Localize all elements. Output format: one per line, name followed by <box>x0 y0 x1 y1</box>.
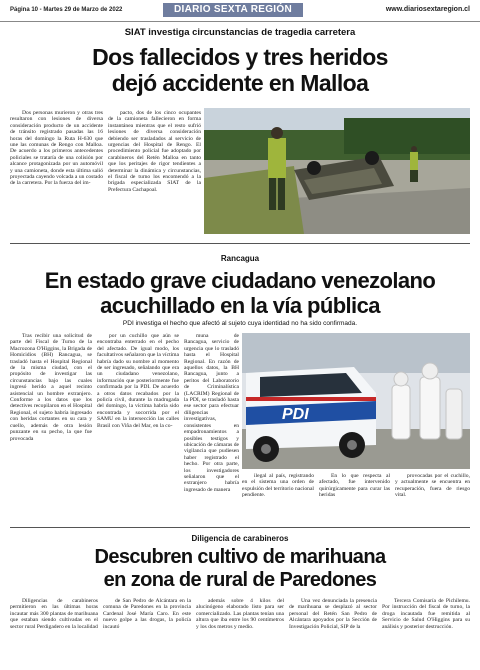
article3-column-1: Diligencias de carabineros permitieron en las últimas horas incautar más 300 plantas de marihuana que estaban siendo cultivadas en el sector rural Perdigadero en la localidad <box>10 598 98 630</box>
article2-column-4: ilegal al país, registrando en el sistema una orden de expulsión del territorio nacional pendiente. <box>242 473 314 499</box>
article3-headline-line2: en zona de rural de Paredones <box>103 569 377 591</box>
page-header <box>0 0 480 22</box>
article2-column-6: provocadas por el cuchillo, y actualmente se encuentra en recuperación, fuera de riesgo vital. <box>395 473 470 499</box>
accident-photo <box>204 108 470 234</box>
article2-column-1: Tras recibir una solicitud de parte del Fiscal de Turno de la Macrozona O'Higgins, la Brigada de Homicidios (BH) Rancagua, se trasladó hasta el Hospital Regional de la misma ciudad, con el propósito de investigar las circunstancias bajo las cuales ingresó herido a aquel recinto asistencial un hombre extranjero. Conforme a los datos que los detectives recopilaron en el Hospital Regional, el sujeto habría ingresado con heridas cortantes en su cara y cuello, además de otra lesión punzante en su pecho, la que fue provocada <box>10 333 92 442</box>
article1-kicker: SIAT investiga circunstancias de tragedia carretera <box>124 27 356 38</box>
article1-headline-line2: dejó accidente en Malloa <box>111 70 369 96</box>
article3-column-5: Tercera Comisaría de Pichilemu. Por instrucción del fiscal de turno, la droga incautada fue remitida al Servicio de Salud O'Higgins para su análisis y posterior destrucción. <box>382 598 470 630</box>
article2-headline-line2: acuchillado en la vía pública <box>100 293 380 318</box>
section-divider <box>10 243 470 244</box>
article2-kicker: Rancagua <box>220 254 260 263</box>
masthead: DIARIO SEXTA REGIÓN <box>163 3 303 17</box>
pdi-photo <box>242 333 470 469</box>
article1-headline-line1: Dos fallecidos y tres heridos <box>92 44 388 70</box>
article1-column-2: pacto, dos de los cinco ocupantes de la camioneta fallecieron en forma instantánea mientras que el resto sufrió lesiones de diversa consideración debiendo ser trasladados al servicio de urgencias del Hospital de Rengo. El procedimiento policial fue adoptado por carabineros del Retén Malloa en tanto que los peritajes de rigor tendientes a determinar la dinámica y circunstancias, el fiscal de turno los encomendó a la brigada especializada SIAT de la Prefectura Cachapoal. <box>108 110 201 193</box>
article3-column-3: además sobre 4 kilos del alucinógeno elaborado listo para ser comercializado. Las plantas tenían una altura que iba entre los 90 centímetros y los dos metros y medio. <box>196 598 284 630</box>
article2-deck: PDI investiga el hecho que afectó al sujeto cuya identidad no ha sido confirmada. <box>122 320 358 327</box>
page-info: Página 10 - Martes 29 de Marzo de 2022 <box>10 7 123 13</box>
section-divider <box>10 527 470 528</box>
article3-kicker: Diligencia de carabineros <box>191 534 289 543</box>
article2-column-3: muna de Rancagua, servicio de urgencia que lo trasladó hasta el Hospital Regional. En razón de aquellos datos, la BH Rancagua, junto a peritos del Laboratorio de Criminalística (LACRIM) Regional de la PDI, se trasladó hasta ese sector para efectuar diligencias investigativas, consistentes en empadronamientos a posibles testigos y ubicación de cámaras de vigilancia que pudiesen haber registrado el hecho. Por otra parte, los investigadores señalaron que el extranjero habría ingresado de manera <box>184 333 239 493</box>
article2-headline-line1: En estado grave ciudadano venezolano <box>44 268 436 293</box>
article3-column-2: de San Pedro de Alcántara en la comuna de Paredones en la provincia Cardenal José María Caro. En este nuevo golpe a las drogas, la policía incautó <box>103 598 191 630</box>
website-link[interactable]: www.diariosextaregion.cl <box>385 6 470 13</box>
article3-column-4: Una vez denunciada la presencia de marihuana se desplazó al sector personal del Retén San Pedro de Alcántara apoyados por la Sección de Investigación Policial, SIP de la <box>289 598 377 630</box>
article2-column-2: por un cuchillo que aún se encontraba enterrado en el pecho del afectado. De igual modo, los facultativos señalaron que la víctima habría dado su nombre al momento de ser ingresado, señalando que era un ciudadano venezolano, información que posteriormente fue confirmada por la PDI. De acuerdo a otros datos recabados por la policía civil, durante la madrugada del domingo, la víctima habría sido encontrada y socorrida por el SAMU en la intersección las calles Brasil con Viña del Mar, en la co- <box>97 333 179 429</box>
pdi-logo-text: PDI <box>282 406 309 423</box>
article3-headline-line1: Descubren cultivo de marihuana <box>94 546 386 568</box>
article1-column-1: Dos personas murieron y otras tres resultaron con lesiones de diversa consideración producto de un accidente de tránsito registrado pasadas las 16 horas del domingo la Ruta H-630 que une las comunas de Rengo con Malloa. De acuerdo a los primeros antecedentes policiales se trataría de una colisión por alcance protagonizada por un automóvil y una camioneta, donde esta última salió proyectada cayendo volcada a un costado de la carretera. Por la fuerza del im- <box>10 110 103 187</box>
article2-column-5: En lo que respecta al afectado, fue intervenido quirúrgicamente para curar las heridas <box>319 473 390 499</box>
